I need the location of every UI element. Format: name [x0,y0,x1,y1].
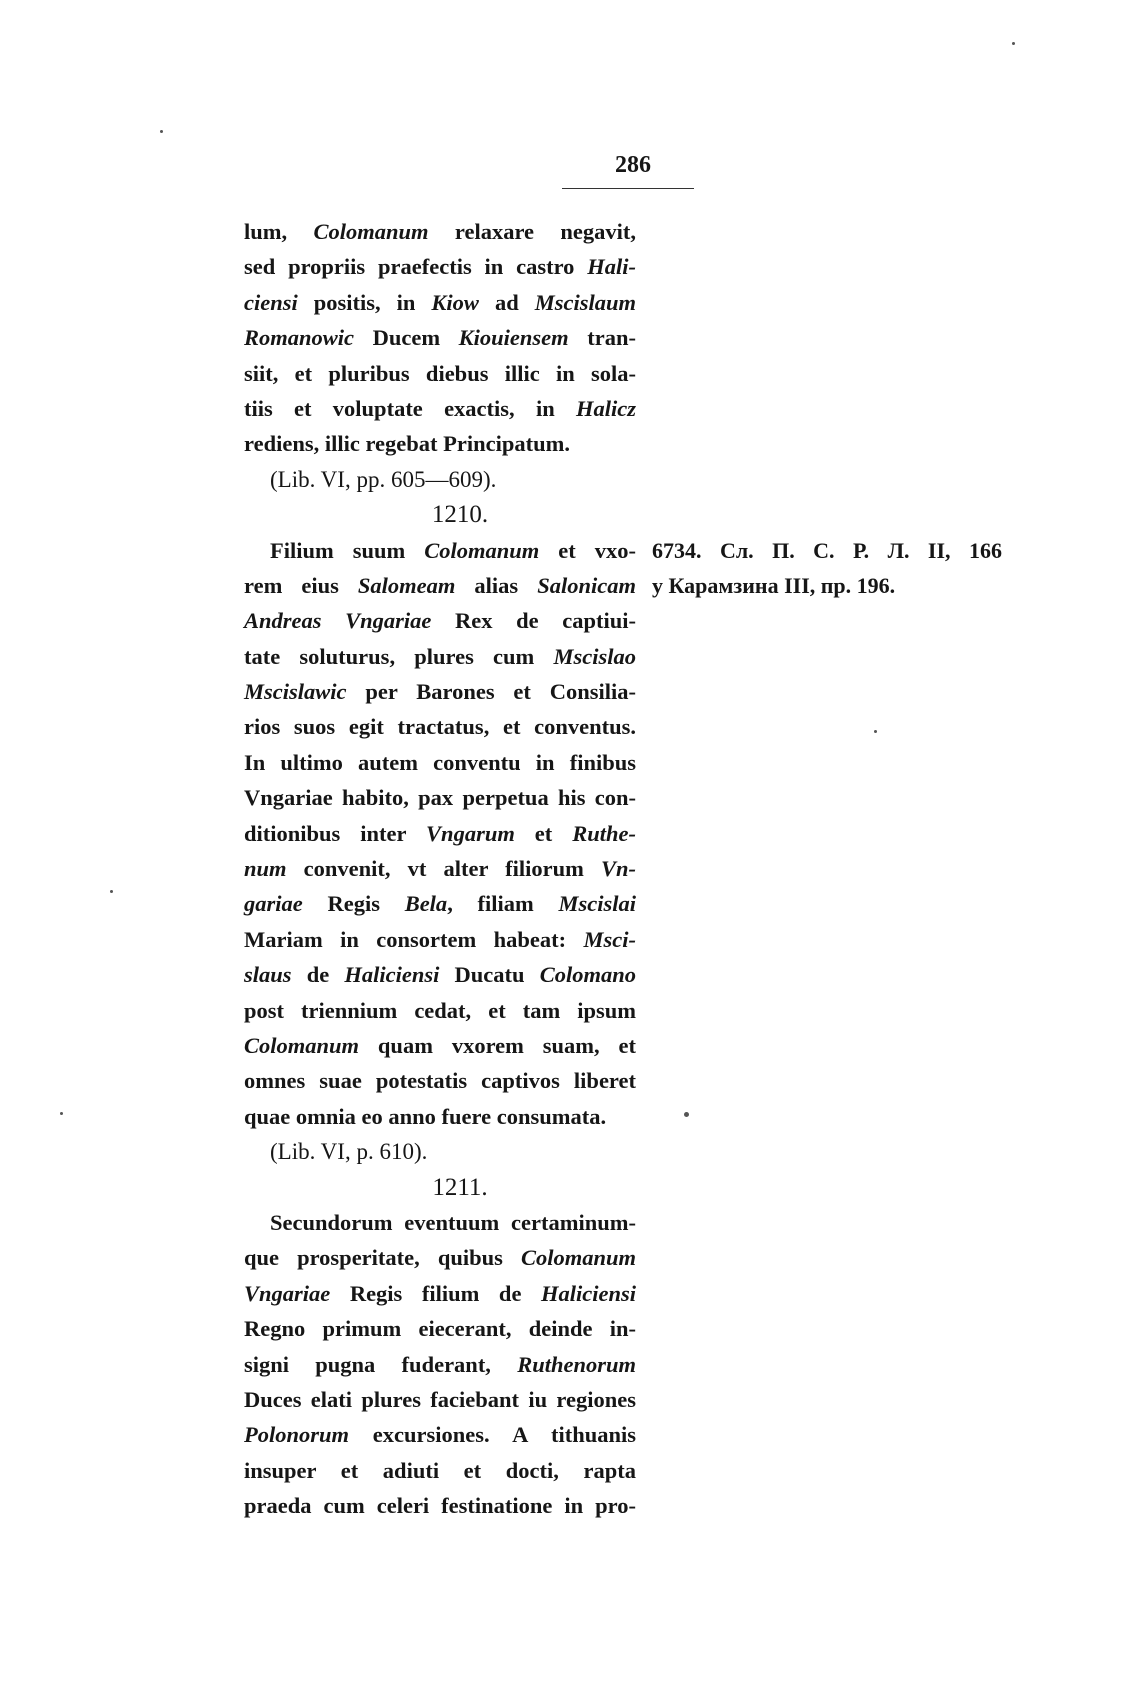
text-line: rios suos egit tractatus, et conventus. [244,714,636,740]
text-line: sed propriis praefectis in castro Hali- [244,254,636,280]
text-line: Colomanum quam vxorem suam, et [244,1032,636,1058]
text-line: Polonorum excursiones. A tithuanis [244,1422,636,1448]
scan-speck [684,1112,689,1117]
text-line: omnes suae potestatis captivos liberet [244,1068,636,1094]
text-line: Mscislawic per Barones et Consilia- [244,679,636,705]
text-line: siit, et pluribus diebus illic in sola- [244,360,636,386]
text-line: lum, Colomanum relaxare negavit, [244,219,636,244]
text-line: post triennium cedat, et tam ipsum [244,997,636,1023]
page-number: 286 [615,152,651,178]
scan-speck [874,730,877,733]
text-line: rem eius Salomeam alias Salonicam [244,572,636,598]
text-line: Duces elati plures faciebant iu regiones [244,1386,636,1412]
scan-speck [60,1112,63,1115]
text-line: Secundorum eventuum certaminum- [270,1209,636,1235]
year-heading: 1210. [431,501,489,529]
text-line: In ultimo autem conventu in finibus [244,749,636,775]
text-line: rediens, illic regebat Principatum. [244,431,571,457]
text-line: Regno primum eiecerant, deinde in- [244,1316,636,1342]
side-note-line: у Карамзина III, пр. 196. [652,573,896,599]
text-line: insuper et adiuti et docti, rapta [244,1457,636,1483]
scan-speck [160,130,163,133]
text-line: num convenit, vt alter filiorum Vn- [244,856,636,882]
text-line: quae omnia eo anno fuere consumata. [244,1103,607,1129]
text-line: Andreas Vngariae Rex de captiui- [244,608,636,634]
text-line: tiis et voluptate exactis, in Halicz [244,395,636,421]
main-text-column [244,214,636,1523]
year-heading: 1211. [432,1173,488,1201]
scan-speck [110,890,113,893]
text-line: Romanowic Ducem Kiouiensem tran- [244,325,636,351]
text-line: praeda cum celeri festinatione in pro- [244,1493,636,1519]
text-line: Mariam in consortem habeat: Msci- [244,926,636,952]
source-reference: (Lib. VI, p. 610). [270,1139,428,1165]
text-line: Vngariae Regis filium de Haliciensi [244,1280,636,1306]
text-line: ciensi positis, in Kiow ad Mscislaum [244,289,636,315]
text-line: signi pugna fuderant, Ruthenorum [244,1351,636,1377]
header-rule [562,188,694,189]
source-reference: (Lib. VI, pp. 605—609). [270,466,497,492]
text-line: gariae Regis Bela, filiam Mscislai [244,891,636,917]
text-line: ditionibus inter Vngarum et Ruthe- [244,820,636,846]
text-line: tate soluturus, plures cum Mscislao [244,643,636,669]
text-line: Filium suum Colomanum et vxo- [270,537,636,563]
side-note-line: 6734. Сл. П. С. Р. Л. II, 166 [652,538,1002,563]
text-line: slaus de Haliciensi Ducatu Colomano [244,962,636,988]
text-line: Vngariae habito, pax perpetua his con- [244,785,636,811]
side-note-column [652,533,1002,604]
text-line: que prosperitate, quibus Colomanum [244,1245,636,1271]
scan-speck [1012,42,1015,45]
